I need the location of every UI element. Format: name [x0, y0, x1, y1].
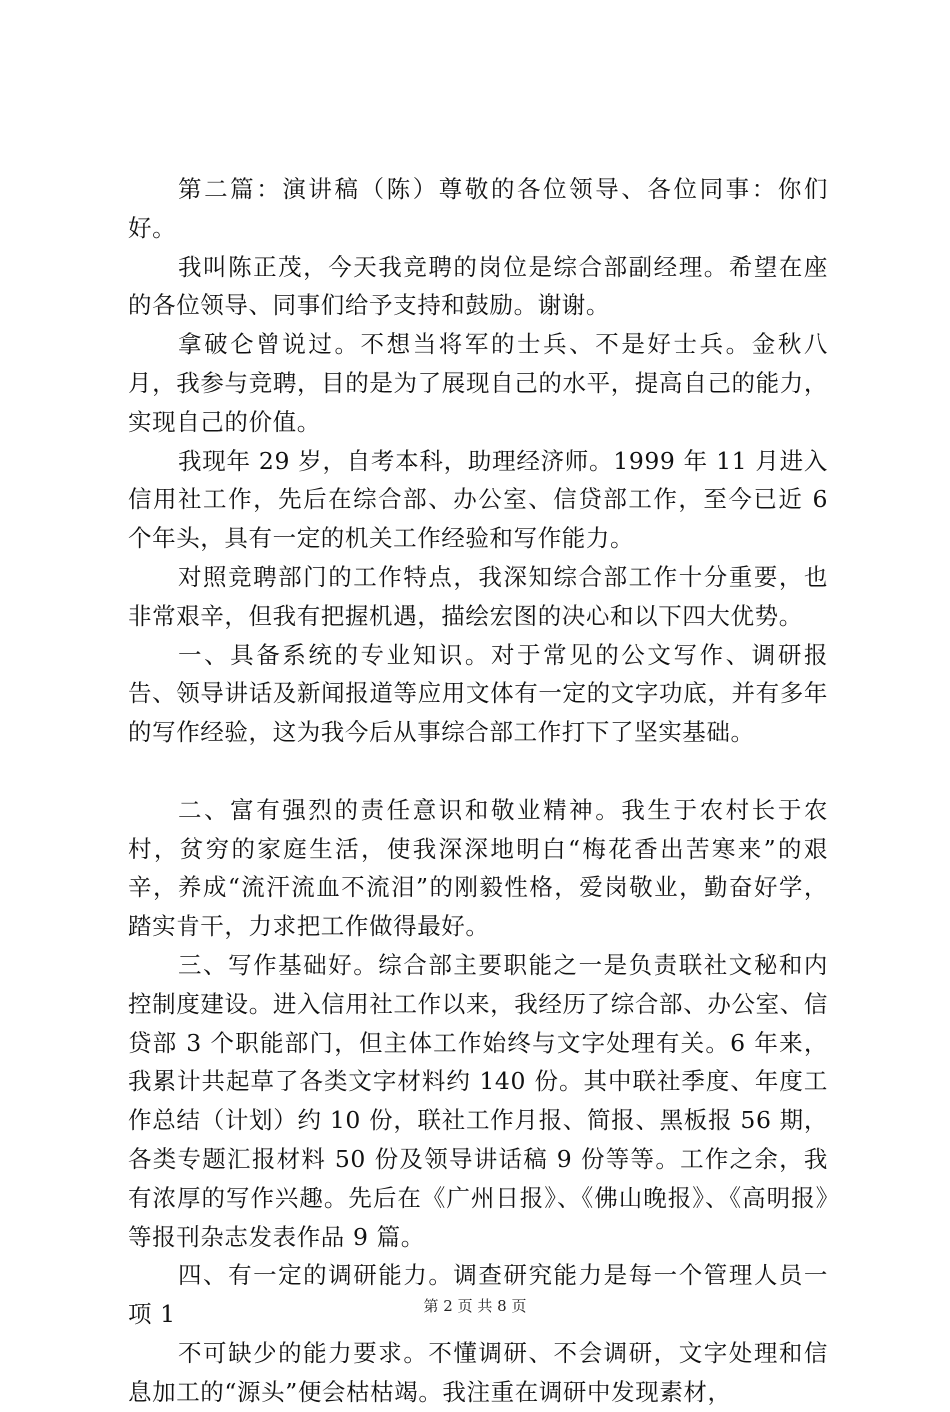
- document-body: [128, 170, 837, 1412]
- paragraph-napoleon-quote: 拿破仑曾说过。不想当将军的士兵、不是好士兵。金秋八月，我参与竞聘，目的是为了展现自己的水平，提高自己的能力，实现自己的价值。: [128, 330, 828, 436]
- paragraph-advantage-two: 二、富有强烈的责任意识和敬业精神。我生于农村长于农村，贫穷的家庭生活，使我深深地明白“梅花香出苦寒来”的艰辛，养成“流汗流血不流泪”的刚毅性格，爱岗敬业，勤奋好学，踏实肯干，力求把工作做得最好。: [128, 795, 828, 941]
- paragraph-advantage-three: 三、写作基础好。综合部主要职能之一是负责联社文秘和内控制度建设。进入信用社工作以来，我经历了综合部、办公室、信贷部 3 个职能部门，但主体工作始终与文字处理有关。6 年来，我累计共起草了各类文字材料约 140 份。其中联社季度、年度工作总结（计划）约 10 份，联社工作月报、简报、黑板报 56 期，各类专题汇报材料 50 份及领导讲话稿 9 份等等。工作之余，我有浓厚的写作兴趣。先后在《广州日报》、《佛山晚报》、《高明报》等报刊杂志发表作品 9 篇。: [128, 950, 828, 1251]
- paragraph-gap: [128, 752, 828, 791]
- paragraph-title-greeting: 第二篇：演讲稿（陈）尊敬的各位领导、各位同事：你们好。: [128, 175, 828, 242]
- paragraph-advantage-one: 一、具备系统的专业知识。对于常见的公文写作、调研报告、领导讲话及新闻报道等应用文体有一定的文字功底，并有多年的写作经验，这为我今后从事综合部工作打下了坚实基础。: [128, 640, 828, 747]
- paragraph-personal-background: 我现年 29 岁，自考本科，助理经济师。1999 年 11 月进入信用社工作，先后在综合部、办公室、信贷部工作，至今已近 6 个年头，具有一定的机关工作经验和写作能力。: [128, 446, 837, 553]
- paragraph-four-advantages: 对照竞聘部门的工作特点，我深知综合部工作十分重要，也非常艰辛，但我有把握机遇，描绘宏图的决心和以下四大优势。: [128, 562, 828, 630]
- paragraph-research-continued: 不可缺少的能力要求。不懂调研、不会调研，文字处理和信息加工的“源头”便会枯枯竭。我注重在调研中发现素材，: [128, 1338, 828, 1406]
- page-number-footer: 第 2 页 共 8 页: [423, 1297, 527, 1315]
- paragraph-introduction: 我叫陈正茂，今天我竞聘的岗位是综合部副经理。希望在座的各位领导、同事们给予支持和鼓励。谢谢。: [128, 252, 828, 320]
- paragraph-advantage-four: 四、有一定的调研能力。调查研究能力是每一个管理人员一项 1: [128, 1261, 828, 1329]
